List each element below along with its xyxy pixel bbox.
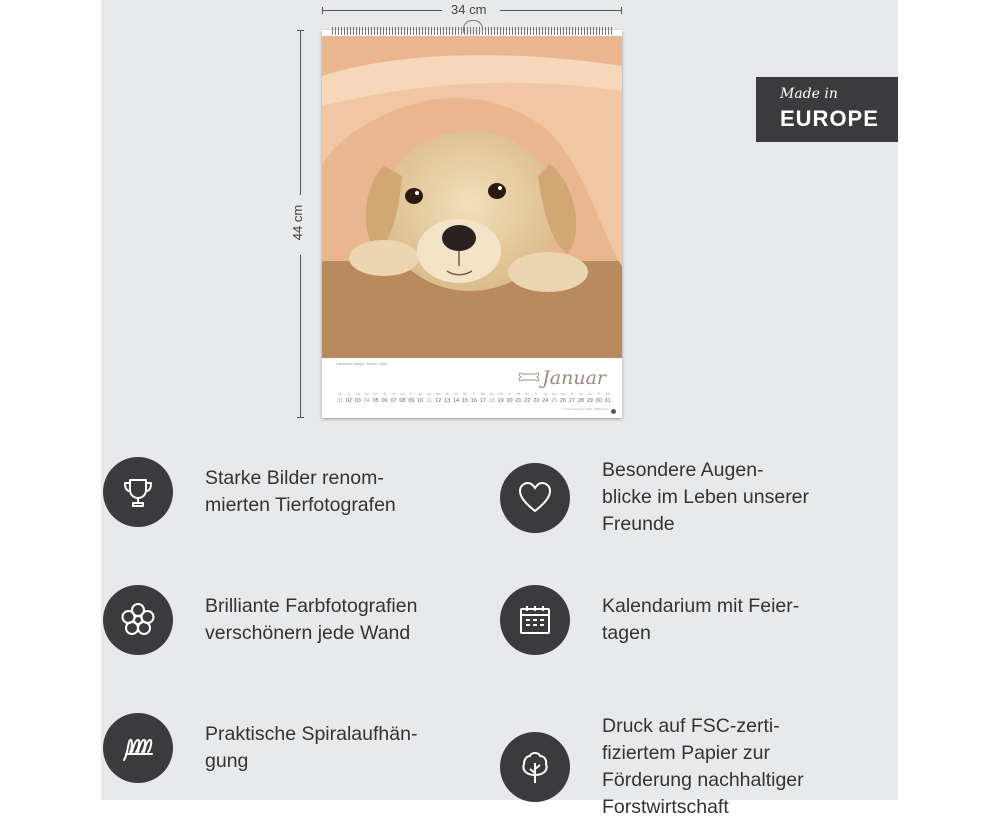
day-number: 30 — [595, 398, 602, 404]
day-number: 13 — [444, 398, 451, 404]
spiral-binding-icon — [103, 713, 173, 783]
day-number: 01 — [336, 398, 344, 404]
weekday-label: sa — [355, 392, 360, 396]
calendar-day — [523, 392, 531, 405]
calendar-day — [363, 392, 371, 405]
weekday-label: mi — [454, 392, 458, 396]
weekday-label: sa — [418, 392, 423, 396]
calendar-day — [354, 392, 362, 405]
feature-text: Kalendarium mit Feier- tagen — [602, 595, 800, 644]
logo-dot — [611, 409, 616, 414]
weekday-label: do — [587, 392, 592, 396]
calendar-day — [479, 392, 487, 405]
calendar-day — [488, 392, 496, 405]
heart-icon — [500, 463, 570, 533]
feature-item — [103, 457, 396, 527]
weekday-label: di — [570, 392, 574, 396]
calendar-day — [497, 392, 505, 405]
feature-item — [103, 585, 417, 655]
weekday-label: sa — [543, 392, 548, 396]
feature-item — [500, 457, 809, 538]
day-number: 19 — [497, 398, 504, 404]
tree-icon — [500, 732, 570, 802]
weekday-label: mo — [435, 392, 441, 396]
day-number: 22 — [524, 398, 531, 404]
day-number: 23 — [533, 398, 540, 404]
day-number: 20 — [506, 398, 513, 404]
calendar-day — [514, 392, 522, 405]
days-row — [336, 392, 612, 405]
feature-text: Besondere Augen- blicke im Leben unserer Freunde — [602, 459, 810, 535]
feature-text: Druck auf FSC-zerti- fiziertem Papier zur Förderung nachhaltiger Forstwirtschaft — [602, 715, 804, 818]
calendar-day — [443, 392, 451, 405]
weekday-label: fr — [472, 392, 475, 396]
calendar-day — [345, 392, 353, 405]
calendar-day — [336, 392, 344, 405]
calendar-day — [541, 392, 549, 405]
day-number: 24 — [542, 398, 549, 404]
weekday-label: so — [552, 392, 556, 396]
calendar-day — [604, 392, 612, 405]
weekday-label: mi — [579, 392, 583, 396]
day-number: 28 — [577, 398, 584, 404]
width-label: 34 cm — [451, 2, 487, 17]
calendar-day — [461, 392, 469, 405]
calendar-day — [372, 392, 380, 405]
weekday-label: do — [462, 392, 467, 396]
weekday-label: mo — [498, 392, 504, 396]
feature-text: Starke Bilder renom- mierten Tierfotografen — [205, 467, 396, 516]
calendar-day — [568, 392, 576, 405]
spiral-binding — [332, 27, 612, 35]
feature-text: Brilliante Farbfotografien verschönern jede Wand — [205, 595, 418, 644]
calendar-day — [470, 392, 478, 405]
weekday-label: mo — [373, 392, 379, 396]
calendar-day — [506, 392, 514, 405]
feature-item — [500, 713, 804, 821]
day-number: 05 — [372, 398, 379, 404]
wall-calendar — [322, 30, 622, 418]
weekday-label: fr — [535, 392, 538, 396]
calendar-day — [532, 392, 540, 405]
calendar-day — [577, 392, 585, 405]
height-label: 44 cm — [290, 204, 306, 241]
weekday-label: do — [400, 392, 405, 396]
day-number: 03 — [354, 398, 361, 404]
weekday-label: sa — [480, 392, 485, 396]
feature-item — [103, 713, 417, 783]
weekday-label: di — [338, 392, 342, 396]
day-number: 18 — [488, 398, 495, 404]
trophy-icon — [103, 457, 173, 527]
calendar-day — [407, 392, 415, 405]
calendar-day — [452, 392, 460, 405]
calendar-day — [390, 392, 398, 405]
day-number: 16 — [470, 398, 477, 404]
day-number: 21 — [515, 398, 522, 404]
weekday-label: so — [489, 392, 494, 396]
weekday-label: mi — [391, 392, 396, 396]
photo-caption: Labrador-Welpe, Bernd Jöns — [336, 361, 388, 366]
day-number: 09 — [408, 398, 415, 404]
day-number: 14 — [452, 398, 460, 404]
badge-line1: Made in — [780, 86, 838, 102]
day-number: 07 — [390, 398, 397, 404]
day-number: 10 — [417, 398, 424, 404]
puppy-photo — [322, 36, 622, 358]
calendar-day — [416, 392, 424, 405]
day-number: 26 — [559, 398, 567, 404]
weekday-label: di — [508, 392, 511, 396]
day-number: 04 — [363, 398, 370, 404]
bone-icon — [518, 370, 540, 384]
calendar-day — [595, 392, 603, 405]
day-number: 31 — [604, 398, 611, 404]
feature-text: Praktische Spiralaufhän- gung — [205, 723, 418, 772]
day-number: 27 — [568, 398, 576, 404]
day-number: 12 — [435, 398, 442, 404]
day-number: 02 — [345, 398, 352, 404]
day-number: 06 — [381, 398, 388, 404]
day-number: 25 — [551, 398, 558, 404]
calendar-icon — [500, 585, 570, 655]
badge-line2: EUROPE — [780, 106, 879, 131]
weekday-label: mo — [560, 392, 566, 396]
made-in-europe-badge — [756, 77, 898, 142]
weekday-label: mi — [516, 392, 521, 396]
calendar-day — [586, 392, 594, 405]
day-number: 15 — [461, 398, 468, 404]
calendar-day — [425, 392, 433, 405]
calendar-day — [434, 392, 442, 405]
weekday-label: di — [445, 392, 449, 396]
calendar-day — [559, 392, 567, 405]
calendar-footer: © Tiere Kalender 2026 · Bildrechte — [561, 407, 608, 411]
weekday-label: fr — [347, 392, 350, 396]
weekday-label: so — [427, 392, 432, 396]
weekday-label: do — [525, 392, 530, 396]
weekday-label: di — [383, 392, 386, 396]
flower-icon — [103, 585, 173, 655]
calendar-day — [381, 392, 389, 405]
weekday-label: fr — [597, 392, 600, 396]
month-name: Januar — [542, 367, 606, 389]
calendar-day — [398, 392, 406, 405]
weekday-label: sa — [605, 392, 610, 396]
day-number: 08 — [399, 398, 406, 404]
weekday-label: fr — [410, 392, 413, 396]
day-number: 29 — [586, 398, 593, 404]
calendar-day — [550, 392, 558, 405]
weekday-label: so — [364, 392, 369, 396]
day-number: 17 — [479, 398, 486, 404]
day-number: 11 — [426, 398, 433, 404]
feature-item — [500, 585, 799, 655]
